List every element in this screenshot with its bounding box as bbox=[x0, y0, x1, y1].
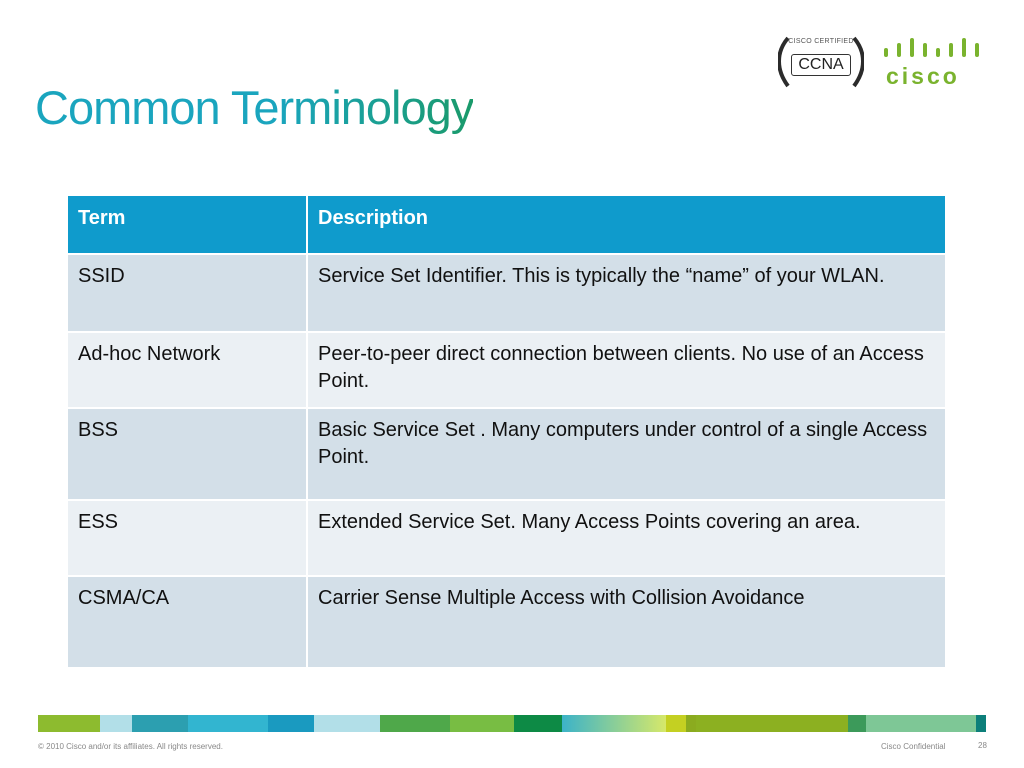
slide-title: Common Terminology bbox=[35, 81, 474, 134]
description-cell: Carrier Sense Multiple Access with Collision Avoidance bbox=[307, 576, 946, 668]
table-row bbox=[67, 254, 946, 332]
cisco-bridge-icon bbox=[880, 36, 984, 64]
description-cell: Peer-to-peer direct connection between clients. No use of an Access Point. bbox=[307, 332, 946, 408]
table-row bbox=[67, 500, 946, 576]
copyright-text: © 2010 Cisco and/or its affiliates. All rights reserved. bbox=[38, 742, 223, 751]
confidential-label: Cisco Confidential bbox=[881, 742, 946, 751]
description-column-header: Description bbox=[307, 195, 946, 254]
table-header-row bbox=[67, 195, 946, 254]
ccna-badge-logo bbox=[778, 32, 864, 90]
terminology-table bbox=[66, 194, 947, 669]
table-row bbox=[67, 408, 946, 500]
cisco-logo bbox=[880, 36, 984, 92]
cisco-wordmark: cisco bbox=[886, 63, 960, 89]
description-cell: Basic Service Set . Many computers under control of a single Access Point. bbox=[307, 408, 946, 500]
page-number: 28 bbox=[978, 741, 987, 750]
term-cell: ESS bbox=[67, 500, 307, 576]
term-cell: Ad-hoc Network bbox=[67, 332, 307, 408]
table-row bbox=[67, 576, 946, 668]
description-cell: Extended Service Set. Many Access Points covering an area. bbox=[307, 500, 946, 576]
table-row bbox=[67, 332, 946, 408]
term-cell: SSID bbox=[67, 254, 307, 332]
ccna-name-label: CCNA bbox=[791, 54, 851, 76]
footer-color-bar bbox=[38, 715, 986, 732]
description-cell: Service Set Identifier. This is typically the “name” of your WLAN. bbox=[307, 254, 946, 332]
term-cell: BSS bbox=[67, 408, 307, 500]
ccna-certified-label: CISCO CERTIFIED bbox=[788, 38, 854, 45]
term-cell: CSMA/CA bbox=[67, 576, 307, 668]
term-column-header: Term bbox=[67, 195, 307, 254]
